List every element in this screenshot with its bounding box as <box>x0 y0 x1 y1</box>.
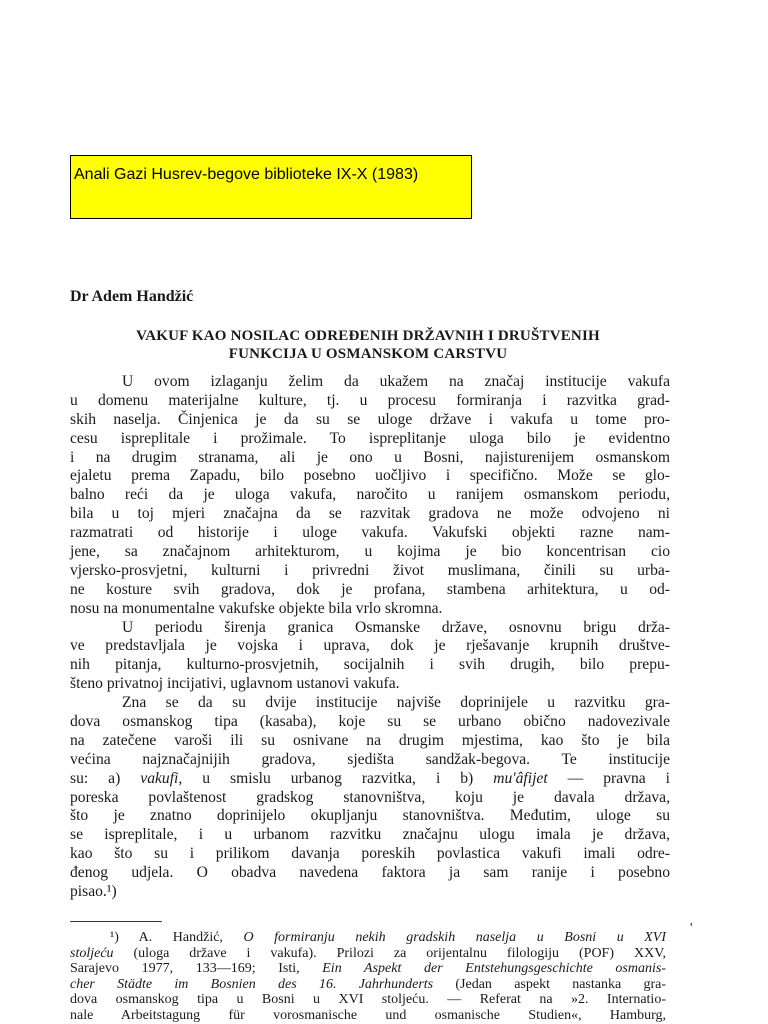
article-title-line-2: FUNKCIJA U OSMANSKOM CARSTVU <box>228 346 508 362</box>
body-line: ve predstavljala je vojska i uprava, dok je rješavanje krupnih društve- <box>70 637 670 655</box>
body-line: u domenu materijalne kulture, tj. u procesu formiranja i razvitka grad- <box>70 391 670 409</box>
body-line: vjersko-prosvjetni, kulturni i privredni život muslimana, činili su urba- <box>70 561 670 579</box>
body-line: balno reći da je uloga vakufa, naročito u ranijem osmanskom periodu, <box>70 486 670 504</box>
body-line: ne kosture svih gradova, dok je profana, stambena arhitektura, u od- <box>70 580 670 598</box>
footnote-line: stoljeću (uloga države i vakufa). Prilozi za orijentalnu filologiju (POF) XXV, <box>70 945 666 961</box>
body-line: su: a) vakufi, u smislu urbanog razvitka, i b) mu'âfijet — pravna i <box>70 769 670 787</box>
body-line: i na drugim stranama, ali je ono u Bosni, najisturenijem osmanskom <box>70 448 670 466</box>
body-line: na zatečene varoši ili su osnivane na drugim mjestima, kao što je bila <box>70 731 670 749</box>
body-line: pisao.¹) <box>70 883 117 901</box>
body-line: se ispreplitale, i u urbanom razvitku značajnu ulogu imala je država, <box>70 826 670 844</box>
footnote-line: Sarajevo 1977, 133—169; Isti, Ein Aspekt der Entstehungsgeschichte osmanis- <box>70 961 666 976</box>
body-line: bila u toj mjeri značajna da se razvitak gradova ne može odvojeno ni <box>70 505 670 523</box>
body-line: većina najznačajnijih gradova, sjedišta sandžak-begova. Te institucije <box>70 750 670 768</box>
article-body <box>70 373 670 902</box>
article-title-line-1: VAKUF KAO NOSILAC ODREĐENIH DRŽAVNIH I DRUŠTVENIH <box>136 328 600 344</box>
body-line: što je znatno doprinijelo okupljanju stanovništva. Međutim, uloge su <box>70 807 670 825</box>
margin-mark: ' <box>690 921 693 936</box>
footnote-line: ¹) A. Handžić, O formiranju nekih gradskih naselja u Bosni u XVI <box>110 930 666 945</box>
footnote-line: cher Städte im Bosnien des 16. Jahrhunderts (Jedan aspekt nastanka gra- <box>70 976 666 992</box>
footnote <box>70 930 666 1023</box>
body-line: razmatrati od historije i uloge vakufa. Vakufski objekti razne nam- <box>70 524 670 542</box>
body-line: šteno privatnoj incijativi, uglavnom ustanovi vakufa. <box>70 675 400 693</box>
journal-banner <box>70 155 472 219</box>
body-line: cesu ispreplitale i prožimale. To ispreplitanje uloga bilo je evidentno <box>70 429 670 447</box>
body-line: U ovom izlaganju želim da ukažem na značaj institucije vakufa <box>122 373 670 390</box>
author-name: Dr Adem Handžić <box>70 288 194 305</box>
footnote-line: nale Arbeitstagung für vorosmanische und osmanische Studien«, Hamburg, <box>70 1007 666 1023</box>
body-line: dova osmanskog tipa (kasaba), koje su se urbano obično nadovezivale <box>70 713 670 731</box>
body-line: đenog udjela. O obadva navedena faktora ja sam ranije i posebno <box>70 864 670 882</box>
footnote-line: dova osmanskog tipa u Bosni u XVI stoljeću. — Referat na »2. Internatio- <box>70 992 666 1007</box>
journal-citation: Anali Gazi Husrev-begove biblioteke IX-X (1983) <box>74 166 419 183</box>
footnote-divider <box>70 921 162 922</box>
body-line: nosu na monumentalne vakufske objekte bila vrlo skromna. <box>70 599 443 617</box>
body-line: kao što su i prilikom davanja poreskih povlastica vakufi imali odre- <box>70 845 670 863</box>
body-line: ejaletu prema Zapadu, bilo posebno uočljivo i specifično. Može se glo- <box>70 467 670 485</box>
body-line: skih naselja. Činjenica je da su se uloge države i vakufa u tome pro- <box>70 410 670 428</box>
body-line: U periodu širenja granica Osmanske države, osnovnu brigu drža- <box>122 618 670 636</box>
body-line: nih pitanja, kulturno-prosvjetnih, socijalnih i svih drugih, bilo prepu- <box>70 656 670 674</box>
body-line: poreska povlaštenost gradskog stanovništva, koju je davala država, <box>70 788 670 806</box>
body-line: Zna se da su dvije institucije najviše doprinijele u razvitku gra- <box>122 694 670 712</box>
body-line: jene, sa značajnom arhitekturom, u kojima je bio koncentrisan cio <box>70 543 670 561</box>
